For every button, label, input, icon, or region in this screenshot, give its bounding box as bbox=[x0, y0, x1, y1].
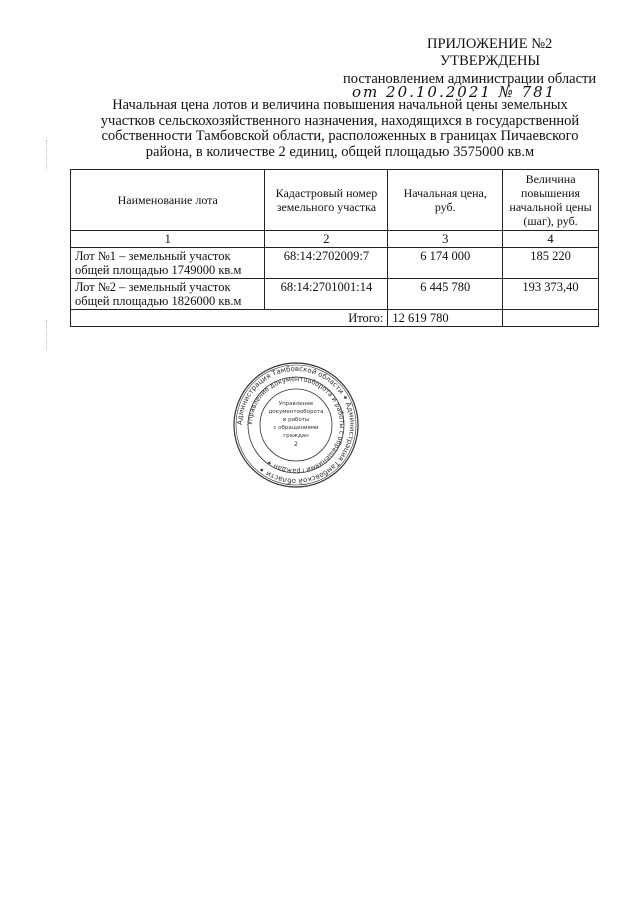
total-label: Итого: bbox=[71, 310, 388, 327]
table-row bbox=[71, 279, 599, 310]
column-number: 3 bbox=[388, 231, 503, 248]
lot-name-line: Лот №2 – земельный участок bbox=[75, 280, 231, 294]
svg-text:и работы: и работы bbox=[282, 417, 310, 423]
resolution-date-number: от 20.10.2021 № 781 bbox=[352, 83, 557, 101]
header-step: Величина повышения начальной цены (шаг), руб. bbox=[503, 170, 599, 231]
svg-text:с обращениями: с обращениями bbox=[273, 425, 319, 431]
official-seal bbox=[232, 361, 360, 489]
table-total-row bbox=[71, 310, 599, 327]
table-number-row bbox=[71, 231, 599, 248]
appendix-label: ПРИЛОЖЕНИЕ №2 bbox=[427, 36, 553, 52]
lots-table bbox=[70, 169, 599, 327]
total-value: 12 619 780 bbox=[388, 310, 503, 327]
header-cadastral: Кадастровый номер земельного участка bbox=[265, 170, 388, 231]
lot-cadastral: 68:14:2702009:7 bbox=[265, 248, 388, 279]
lot-name-line: Лот №1 – земельный участок bbox=[75, 249, 231, 263]
svg-text:граждан: граждан bbox=[283, 433, 309, 439]
lot-name-line: общей площадью 1826000 кв.м bbox=[75, 294, 242, 308]
table-row bbox=[71, 248, 599, 279]
lot-name bbox=[71, 248, 265, 279]
header-lot-name: Наименование лота bbox=[71, 170, 265, 231]
seal-graphic bbox=[232, 361, 360, 489]
svg-text:Администрация Тамбовской облас: Администрация Тамбовской области ✦ Администрация Тамбовской области ✦ bbox=[235, 364, 357, 486]
title-line: Начальная цена лотов и величина повышения начальной цены земельных bbox=[112, 97, 568, 113]
header-start-price: Начальная цена, руб. bbox=[388, 170, 503, 231]
title-line: участков сельскохозяйственного назначения, находящихся в государственной bbox=[100, 112, 580, 129]
svg-text:документооборота: документооборота bbox=[268, 409, 324, 415]
total-empty bbox=[503, 310, 599, 327]
column-number: 1 bbox=[71, 231, 265, 248]
lot-name bbox=[71, 279, 265, 310]
lot-cadastral: 68:14:2701001:14 bbox=[265, 279, 388, 310]
column-number: 4 bbox=[503, 231, 599, 248]
svg-text:Управление документооборота и: Управление документооборота и работы с обращениями граждан ✦ bbox=[245, 374, 347, 476]
seal-number: 2 bbox=[294, 441, 298, 448]
lot-price: 6 445 780 bbox=[388, 279, 503, 310]
margin-dots bbox=[46, 140, 51, 170]
margin-dots bbox=[46, 320, 51, 350]
approved-label: УТВЕРЖДЕНЫ bbox=[440, 53, 541, 69]
document-title bbox=[60, 98, 620, 160]
svg-text:Управление: Управление bbox=[278, 401, 314, 407]
title-line: собственности Тамбовской области, расположенных в границах Пичаевского bbox=[101, 128, 579, 144]
column-number: 2 bbox=[265, 231, 388, 248]
lot-name-line: общей площадью 1749000 кв.м bbox=[75, 263, 242, 277]
title-line: района, в количестве 2 единиц, общей площадью 3575000 кв.м bbox=[145, 143, 535, 160]
lot-price: 6 174 000 bbox=[388, 248, 503, 279]
table-header-row bbox=[71, 170, 599, 231]
resolution-label: постановлением администрации области bbox=[343, 71, 597, 87]
lot-step: 185 220 bbox=[503, 248, 599, 279]
lot-step: 193 373,40 bbox=[503, 279, 599, 310]
